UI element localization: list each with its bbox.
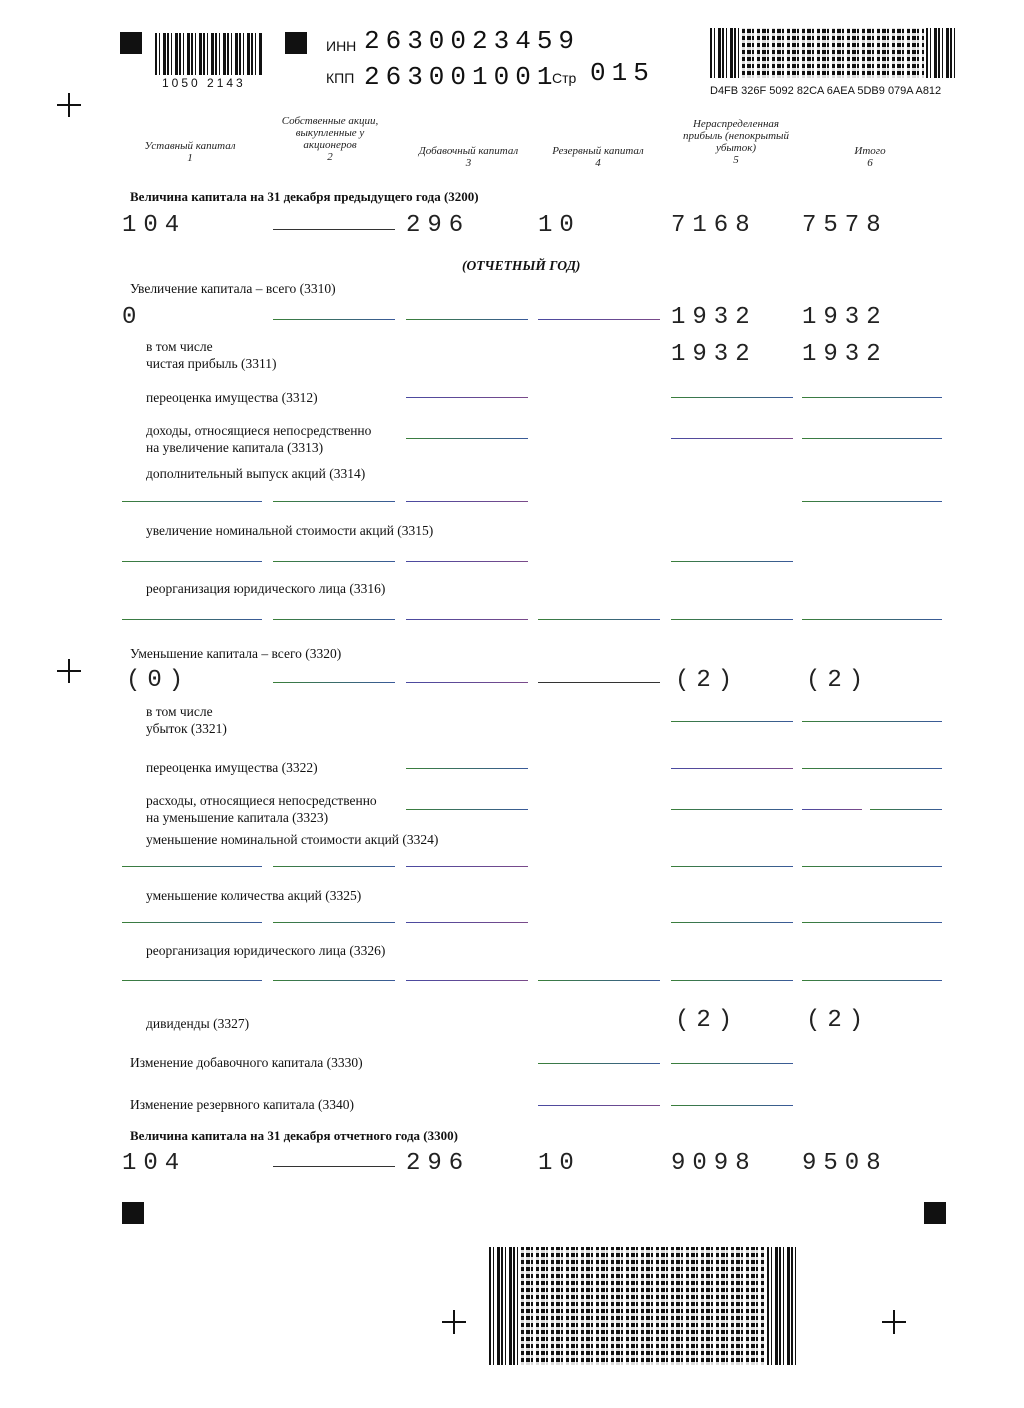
row-3321-label: в том числе убыток (3321) <box>146 704 227 736</box>
row-3200-col6: 7578 <box>802 212 888 239</box>
inn-label: ИНН <box>326 38 357 54</box>
bottom-matrix-code <box>521 1247 765 1365</box>
column-header-5: Нераспределенная прибыль (непокрытый убыток) 5 <box>682 118 790 166</box>
row-3314-col2-dash <box>273 501 395 502</box>
row-3325-col1-dash <box>122 922 262 923</box>
registration-cross-mid <box>57 659 81 683</box>
row-3324-col1-dash <box>122 866 262 867</box>
row-3315-col1-dash <box>122 561 262 562</box>
row-3300-col4: 10 <box>538 1150 581 1177</box>
row-3323-col5-dash <box>671 809 793 810</box>
row-3312-col3-dash <box>406 397 528 398</box>
row-3315-col2-dash <box>273 561 395 562</box>
row-3315-col5-dash <box>671 561 793 562</box>
row-3324-col2-dash <box>273 866 395 867</box>
row-3314-label: дополнительный выпуск акций (3314) <box>146 466 366 481</box>
row-3322-col5-dash <box>671 768 793 769</box>
row-3321-col5-dash <box>671 721 793 722</box>
inn-value: 2630023459 <box>364 26 581 56</box>
row-3300-col6: 9508 <box>802 1150 888 1177</box>
registration-cross-top <box>57 93 81 117</box>
hash-text: D4FB 326F 5092 82CA 6AEA 5DB9 079A A812 <box>710 85 942 97</box>
row-3314-col6-dash <box>802 501 942 502</box>
row-3300-label: Величина капитала на 31 декабря отчетного года (3300) <box>130 1128 458 1143</box>
row-3310-col1: 0 <box>122 304 144 331</box>
registration-square-bottom-right <box>924 1202 946 1224</box>
row-3200-col1: 104 <box>122 212 187 239</box>
row-3327-col5: (2) <box>675 1007 740 1034</box>
row-3200-col2-dash <box>273 229 395 230</box>
row-3312-col5-dash <box>671 397 793 398</box>
row-3320-label: Уменьшение капитала – всего (3320) <box>130 646 342 661</box>
row-3310-col3-dash <box>406 319 528 320</box>
row-3323-col3-dash <box>406 809 528 810</box>
row-3324-label: уменьшение номинальной стоимости акций (3324) <box>146 832 439 847</box>
row-3326-col2-dash <box>273 980 395 981</box>
registration-square-bottom-left <box>122 1202 144 1224</box>
row-3330-col5-dash <box>671 1063 793 1064</box>
row-3327-label: дивиденды (3327) <box>146 1016 250 1031</box>
matrix-code <box>742 28 924 78</box>
row-3320-col5: (2) <box>675 667 740 694</box>
row-3316-col2-dash <box>273 619 395 620</box>
row-3300-col3: 296 <box>406 1150 471 1177</box>
barcode-number: 1050 2143 <box>162 76 246 90</box>
row-3200-label: Величина капитала на 31 декабря предыдущего года (3200) <box>130 189 479 204</box>
row-3312-label: переоценка имущества (3312) <box>146 390 318 405</box>
row-3323-col6-dash-b <box>870 809 942 810</box>
row-3310-col5: 1932 <box>671 304 757 331</box>
row-3340-col5-dash <box>671 1105 793 1106</box>
row-3313-col5-dash <box>671 438 793 439</box>
row-3325-label: уменьшение количества акций (3325) <box>146 888 362 903</box>
row-3200-col5: 7168 <box>671 212 757 239</box>
row-3340-label: Изменение резервного капитала (3340) <box>130 1097 355 1112</box>
row-3316-col5-dash <box>671 619 793 620</box>
row-3322-label: переоценка имущества (3322) <box>146 760 318 775</box>
linear-barcode <box>155 33 263 75</box>
row-3311-col5: 1932 <box>671 341 757 368</box>
row-3327-col6: (2) <box>806 1007 871 1034</box>
row-3313-col6-dash <box>802 438 942 439</box>
row-3326-col1-dash <box>122 980 262 981</box>
column-header-3: Добавочный капитал 3 <box>418 145 519 169</box>
registration-square-top-left <box>120 32 142 54</box>
row-3325-col3-dash <box>406 922 528 923</box>
row-3330-col4-dash <box>538 1063 660 1064</box>
column-header-2: Собственные акции, выкупленные у акционеров 2 <box>281 115 379 163</box>
row-3310-col4-dash <box>538 319 660 320</box>
row-3326-col3-dash <box>406 980 528 981</box>
column-header-1: Уставный капитал 1 <box>144 140 236 164</box>
page-value: 015 <box>590 58 655 88</box>
column-header-6: Итого 6 <box>854 145 886 169</box>
matrix-code-left-bars <box>710 28 740 78</box>
row-3314-col1-dash <box>122 501 262 502</box>
row-3313-label: доходы, относящиеся непосредственно на увеличение капитала (3313) <box>146 423 372 455</box>
row-3310-col6: 1932 <box>802 304 888 331</box>
row-3310-col2-dash <box>273 319 395 320</box>
page-label: Стр <box>552 70 577 86</box>
registration-cross-bottom-right <box>882 1310 906 1334</box>
row-3316-col4-dash <box>538 619 660 620</box>
row-3312-col6-dash <box>802 397 942 398</box>
matrix-code-right-bars <box>926 28 956 78</box>
row-3326-col5-dash <box>671 980 793 981</box>
row-3320-col3-dash <box>406 682 528 683</box>
row-3320-col2-dash <box>273 682 395 683</box>
row-3330-label: Изменение добавочного капитала (3330) <box>130 1055 363 1070</box>
row-3311-label: в том числе чистая прибыль (3311) <box>146 339 277 371</box>
row-3300-col2-dash <box>273 1166 395 1167</box>
row-3310-label: Увеличение капитала – всего (3310) <box>130 281 336 296</box>
row-3315-col3-dash <box>406 561 528 562</box>
row-3315-label: увеличение номинальной стоимости акций (3315) <box>146 523 434 538</box>
row-3326-label: реорганизация юридического лица (3326) <box>146 943 386 958</box>
row-3314-col3-dash <box>406 501 528 502</box>
section-title: (ОТЧЕТНЫЙ ГОД) <box>462 258 581 273</box>
row-3300-col5: 9098 <box>671 1150 757 1177</box>
kpp-label: КПП <box>326 70 355 86</box>
row-3320-col1: (0) <box>126 667 191 694</box>
row-3325-col6-dash <box>802 922 942 923</box>
row-3320-col4-dash <box>538 682 660 683</box>
bottom-matrix-left-bars <box>489 1247 519 1365</box>
row-3300-col1: 104 <box>122 1150 187 1177</box>
row-3316-label: реорганизация юридического лица (3316) <box>146 581 386 596</box>
row-3324-col6-dash <box>802 866 942 867</box>
row-3316-col3-dash <box>406 619 528 620</box>
row-3321-col6-dash <box>802 721 942 722</box>
row-3316-col6-dash <box>802 619 942 620</box>
row-3311-col6: 1932 <box>802 341 888 368</box>
row-3320-col6: (2) <box>806 667 871 694</box>
registration-square-top-mid <box>285 32 307 54</box>
row-3325-col5-dash <box>671 922 793 923</box>
row-3324-col5-dash <box>671 866 793 867</box>
column-header-4: Резервный капитал 4 <box>552 145 644 169</box>
row-3324-col3-dash <box>406 866 528 867</box>
row-3200-col3: 296 <box>406 212 471 239</box>
row-3323-label: расходы, относящиеся непосредственно на уменьшение капитала (3323) <box>146 793 377 825</box>
row-3313-col3-dash <box>406 438 528 439</box>
kpp-value: 263001001 <box>364 62 559 92</box>
row-3322-col6-dash <box>802 768 942 769</box>
row-3200-col4: 10 <box>538 212 581 239</box>
row-3323-col6-dash-a <box>802 809 862 810</box>
row-3316-col1-dash <box>122 619 262 620</box>
row-3340-col4-dash <box>538 1105 660 1106</box>
row-3326-col6-dash <box>802 980 942 981</box>
bottom-matrix-right-bars <box>767 1247 797 1365</box>
registration-cross-bottom-left <box>442 1310 466 1334</box>
row-3325-col2-dash <box>273 922 395 923</box>
row-3326-col4-dash <box>538 980 660 981</box>
row-3322-col3-dash <box>406 768 528 769</box>
